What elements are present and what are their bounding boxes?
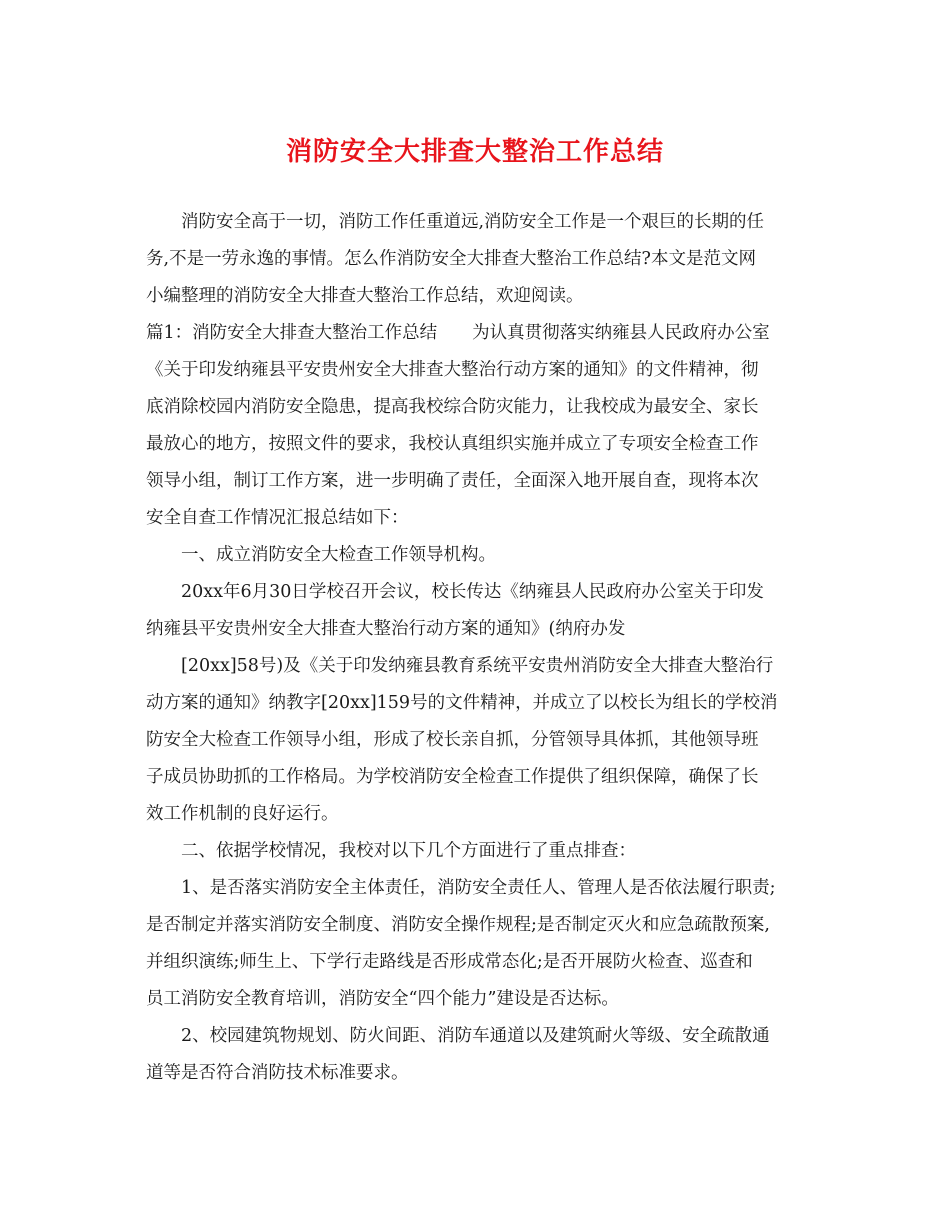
section-heading: 二、依据学校情况，我校对以下几个方面进行了重点排查： xyxy=(181,841,636,861)
paragraph-line: 效工作机制的良好运行。 xyxy=(146,804,339,824)
document-title: 消防安全大排查大整治工作总结 xyxy=(285,137,664,167)
paragraph-line: 20xx年6月30日学校召开会议，校长传达《纳雍县人民政府办公室关于印发 xyxy=(181,582,764,602)
paragraph-line: [20xx]58号)及《关于印发纳雍县教育系统平安贵州消防安全大排查大整治行 xyxy=(181,656,774,676)
paragraph-line: 动方案的通知》纳教字[20xx]159号的文件精神，并成立了以校长为组长的学校消 xyxy=(146,693,778,713)
paragraph-line: 防安全大检查工作领导小组，形成了校长亲自抓，分管领导具体抓，其他领导班 xyxy=(146,730,759,750)
paragraph-line: 道等是否符合消防技术标准要求。 xyxy=(146,1063,409,1083)
paragraph-line: 2、校园建筑物规划、防火间距、消防车通道以及建筑耐火等级、安全疏散通 xyxy=(181,1026,770,1046)
paragraph-line: 领导小组，制订工作方案，进一步明确了责任，全面深入地开展自查，现将本次 xyxy=(146,471,759,491)
section-heading: 一、成立消防安全大检查工作领导机构。 xyxy=(181,545,496,565)
paragraph-line: 消防安全高于一切，消防工作任重道远,消防安全工作是一个艰巨的长期的任 xyxy=(181,212,765,232)
paragraph-line: 务,不是一劳永逸的事情。怎么作消防安全大排查大整治工作总结?本文是范文网 xyxy=(146,249,756,269)
paragraph-line: 子成员协助抓的工作格局。为学校消防安全检查工作提供了组织保障，确保了长 xyxy=(146,767,759,787)
paragraph-line: 安全自查工作情况汇报总结如下： xyxy=(146,508,409,528)
paragraph-line: 员工消防安全教育培训，消防安全“四个能力”建设是否达标。 xyxy=(146,989,619,1009)
paragraph-line: 底消除校园内消防安全隐患，提高我校综合防灾能力，让我校成为最安全、家长 xyxy=(146,397,759,417)
paragraph-line: 小编整理的消防安全大排查大整治工作总结，欢迎阅读。 xyxy=(146,286,584,306)
paragraph-line: 《关于印发纳雍县平安贵州安全大排查大整治行动方案的通知》的文件精神，彻 xyxy=(146,360,759,380)
paragraph-line: 1、是否落实消防安全主体责任，消防安全责任人、管理人是否依法履行职责; xyxy=(181,878,776,898)
paragraph-line: 最放心的地方，按照文件的要求，我校认真组织实施并成立了专项安全检查工作 xyxy=(146,434,759,454)
paragraph-line: 并组织演练;师生上、下学行走路线是否形成常态化;是否开展防火检查、巡查和 xyxy=(146,952,753,972)
paragraph-line: 篇1：消防安全大排查大整治工作总结 为认真贯彻落实纳雍县人民政府办公室 xyxy=(146,323,770,343)
paragraph-line: 是否制定并落实消防安全制度、消防安全操作规程;是否制定灭火和应急疏散预案, xyxy=(146,915,770,935)
paragraph-line: 纳雍县平安贵州安全大排查大整治行动方案的通知》(纳府办发 xyxy=(146,619,626,639)
